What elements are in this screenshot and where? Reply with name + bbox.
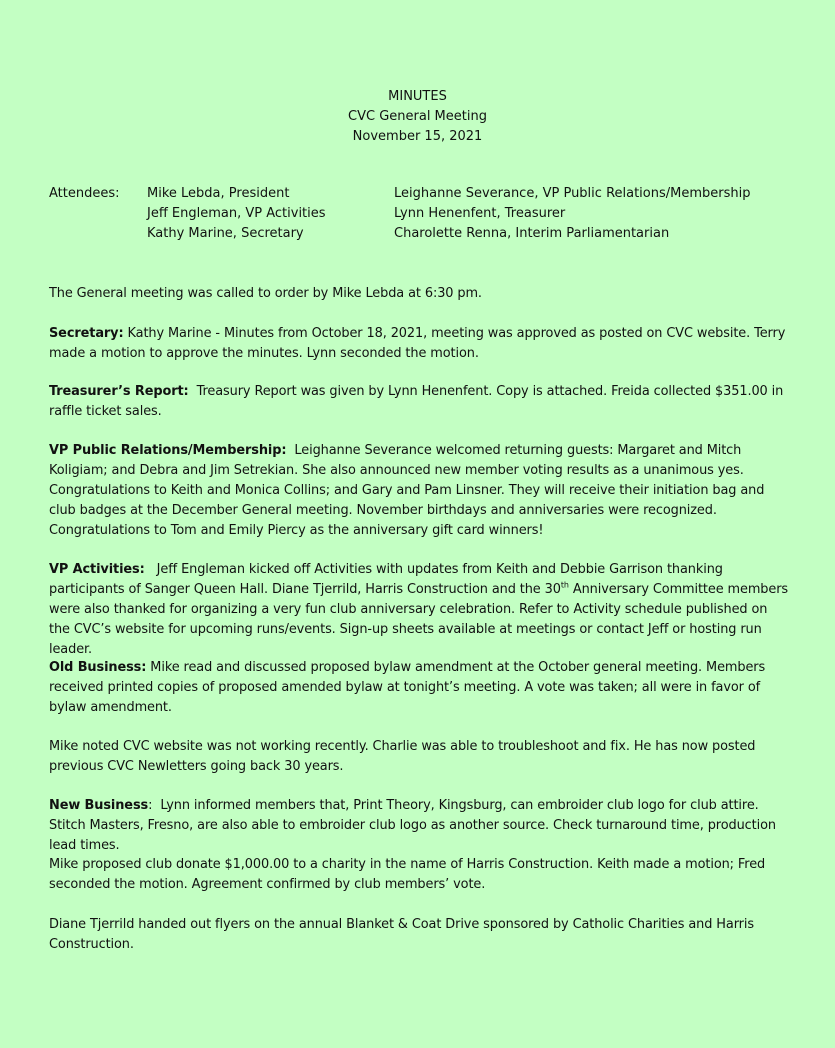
attendees-column-left [147, 184, 326, 244]
document-title: MINUTES [388, 89, 447, 104]
call-to-order-paragraph: The General meeting was called to order by Mike Lebda at 6:30 pm. [49, 286, 482, 301]
old-business-text: Mike read and discussed proposed bylaw amendment at the October general meeting. Members received printed copies of proposed amended bylaw at tonight’s meeting. A vote was taken; all were in favor of bylaw amendment. [49, 660, 766, 715]
treasurer-heading: Treasurer’s Report: [49, 384, 189, 399]
attendee: Kathy Marine, Secretary [147, 226, 304, 241]
vp-public-relations-text: Leighanne Severance welcomed returning guests: Margaret and Mitch Koligiam; and Debra and Jim Setrekian. She also announced new member voting results as a unanimous yes. Congratulations to Keith and Monica Collins; and Gary and Pam Linsner. They will receive their initiation bag and club badges at the December General meeting. November birthdays and anniversaries were recognized. Congratulations to Tom and Emily Piercy as the anniversary gift card winners! [49, 443, 769, 538]
attendee: Mike Lebda, President [147, 186, 290, 201]
ordinal-suffix: th [560, 580, 569, 590]
vp-activities-heading: VP Activities: [49, 562, 145, 577]
document-header [0, 87, 835, 147]
treasurer-text: Treasury Report was given by Lynn Henenfent. Copy is attached. Freida collected $351.00 in raffle ticket sales. [49, 384, 788, 419]
vp-public-relations-paragraph [49, 441, 791, 541]
attendee: Charolette Renna, Interim Parliamentarian [394, 226, 670, 241]
meeting-name: CVC General Meeting [348, 109, 487, 124]
attendee: Jeff Engleman, VP Activities [147, 206, 326, 221]
new-business-text: : Lynn informed members that, Print Theory, Kingsburg, can embroider club logo for club attire. Stitch Masters, Fresno, are also able to embroider club logo as another source. Check turnaround time, production lead times. [49, 798, 780, 853]
vp-activities-text-continued: Anniversary Committee members were also thanked for organizing a very fun club anniversary celebration. Refer to Activity schedule published on the CVC’s website for upcoming runs/events. Sign-up sheets available at meetings or contact Jeff or hosting run leader. [49, 582, 789, 657]
vp-activities-text: Jeff Engleman kicked off Activities with updates from Keith and Debbie Garrison thanking participants of Sanger Queen Hall. Diane Tjerrild, Harris Construction and the 30 [49, 562, 727, 597]
meeting-date: November 15, 2021 [352, 129, 483, 144]
secretary-paragraph [49, 324, 791, 364]
flyers-paragraph: Diane Tjerrild handed out flyers on the annual Blanket & Coat Drive sponsored by Catholic Charities and Harris Construction. [49, 917, 754, 952]
treasurer-paragraph [49, 382, 791, 422]
attendee: Leighanne Severance, VP Public Relations/Membership [394, 186, 751, 201]
old-business-heading: Old Business: [49, 660, 147, 675]
new-business-heading: New Business [49, 798, 149, 813]
vp-activities-paragraph [49, 560, 791, 660]
attendees-label: Attendees: [49, 186, 120, 201]
secretary-heading: Secretary: [49, 326, 124, 341]
old-business-paragraph [49, 658, 791, 718]
donation-paragraph: Mike proposed club donate $1,000.00 to a charity in the name of Harris Construction. Keith made a motion; Fred seconded the motion. Agreement confirmed by club members’ vote. [49, 857, 766, 892]
website-paragraph: Mike noted CVC website was not working recently. Charlie was able to troubleshoot and fix. He has now posted previous CVC Newletters going back 30 years. [49, 739, 756, 774]
attendees-column-right [394, 184, 751, 244]
attendee: Lynn Henenfent, Treasurer [394, 206, 566, 221]
secretary-text: Kathy Marine - Minutes from October 18, 2021, meeting was approved as posted on CVC website. Terry made a motion to approve the minutes. Lynn seconded the motion. [49, 326, 786, 361]
new-business-paragraph [49, 796, 791, 856]
vp-public-relations-heading: VP Public Relations/Membership: [49, 443, 287, 458]
